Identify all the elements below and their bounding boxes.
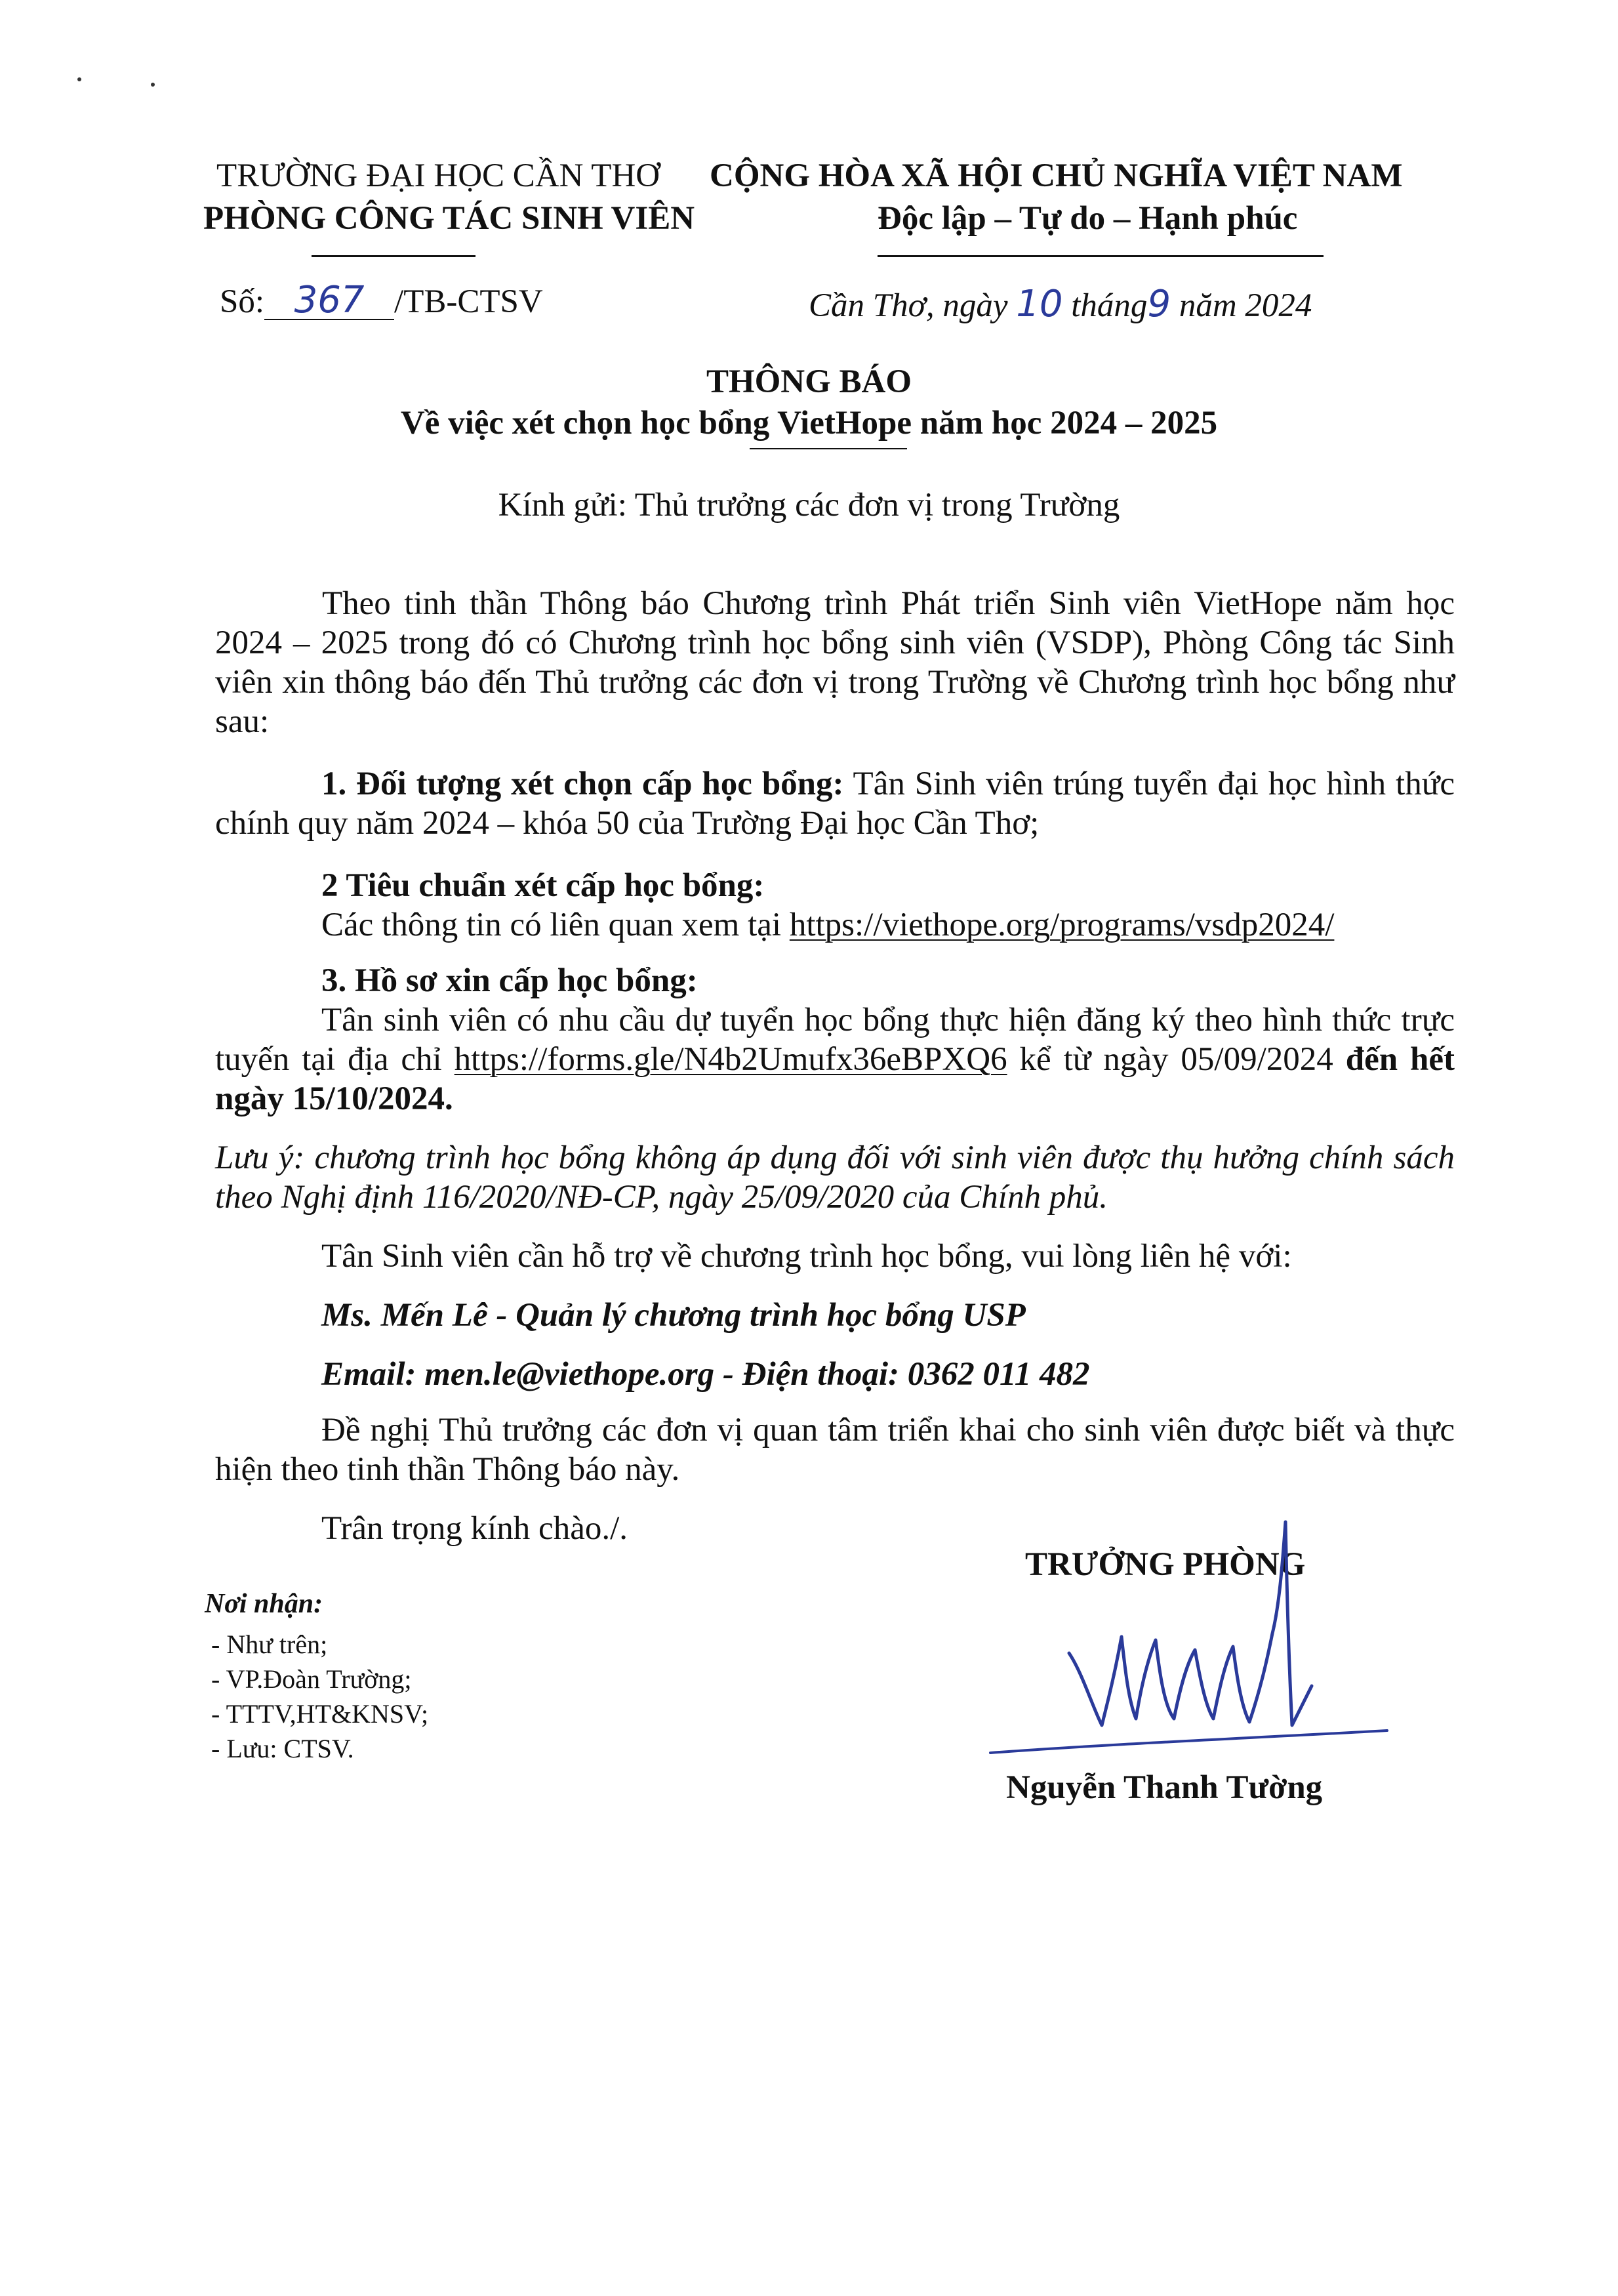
document-subtitle: Về việc xét chọn học bổng VietHope năm học 2024 – 2025 bbox=[400, 405, 1218, 441]
recipients-list bbox=[211, 1627, 428, 1766]
recipient-item: - TTTV,HT&KNSV; bbox=[211, 1699, 429, 1729]
section-3-text-before: Tân sinh viên có nhu cầu dự tuyển học bổng thực hiện đăng ký theo hình thức trực tuyến tại địa chỉ bbox=[215, 1002, 1455, 1078]
contact-intro: Tân Sinh viên cần hỗ trợ về chương trình học bổng, vui lòng liên hệ với: bbox=[321, 1238, 1292, 1275]
ref-suffix: /TB-CTSV bbox=[394, 283, 543, 320]
recipient-item: - VP.Đoàn Trường; bbox=[211, 1664, 412, 1694]
section-1-text: Tân Sinh viên trúng tuyển đại học hình thức chính quy năm 2024 – khóa 50 của Trường Đại học Cần Thơ; bbox=[215, 766, 1455, 842]
handwritten-signature bbox=[984, 1509, 1390, 1771]
motto: Độc lập – Tự do – Hạnh phúc bbox=[878, 200, 1298, 237]
contact-email-phone: Email: men.le@viethope.org - Điện thoại: 0362 011 482 bbox=[321, 1356, 1090, 1393]
section-2-text: Các thông tin có liên quan xem tại bbox=[321, 907, 782, 943]
signer-title: TRƯỞNG PHÒNG bbox=[1025, 1546, 1306, 1583]
date-place: Cần Thơ, ngày bbox=[809, 287, 1008, 324]
country-name: CỘNG HÒA XÃ HỘI CHỦ NGHĨA VIỆT NAM bbox=[710, 157, 1403, 194]
ref-prefix: Số: bbox=[220, 283, 265, 320]
scan-speck bbox=[151, 83, 155, 87]
section-2-body bbox=[321, 905, 1334, 945]
intro-paragraph: Theo tinh thần Thông báo Chương trình Phát triển Sinh viên VietHope năm học 2024 – 2025 trong đó có Chương trình học bổng sinh viên (VSDP), Phòng Công tác Sinh viên xin thông báo đến Thủ trưởng các đơn vị trong Trường về Chương trình học bổng như sau: bbox=[215, 585, 1455, 740]
note-paragraph: Lưu ý: chương trình học bổng không áp dụng đối với sinh viên được thụ hưởng chính sách theo Nghị định 116/2020/NĐ-CP, ngày 25/09/2020 của Chính phủ. bbox=[215, 1139, 1455, 1216]
contact-person: Ms. Mến Lê - Quản lý chương trình học bổng USP bbox=[321, 1297, 1026, 1334]
signer-name: Nguyễn Thanh Tường bbox=[1006, 1769, 1323, 1806]
section-3-body bbox=[215, 1000, 1455, 1118]
section-1-heading: 1. Đối tượng xét chọn cấp học bổng: bbox=[321, 766, 844, 802]
recipient-item: - Lưu: CTSV. bbox=[211, 1734, 354, 1763]
section-3-text-after: kể từ ngày 05/09/2024 bbox=[1019, 1041, 1333, 1078]
header-left-rule bbox=[312, 255, 475, 257]
closing-line: Trân trọng kính chào./. bbox=[321, 1510, 628, 1547]
header-right-rule bbox=[878, 255, 1324, 257]
subtitle-rule bbox=[750, 448, 907, 449]
date-day-handwritten: 10 bbox=[1016, 283, 1063, 325]
recipient-item: - Như trên; bbox=[211, 1630, 328, 1659]
office-name: PHÒNG CÔNG TÁC SINH VIÊN bbox=[203, 200, 695, 237]
section-1 bbox=[215, 764, 1455, 843]
recipients-heading: Nơi nhận: bbox=[205, 1589, 323, 1619]
request-paragraph: Đề nghị Thủ trưởng các đơn vị quan tâm triển khai cho sinh viên được biết và thực hiện theo tinh thần Thông báo này. bbox=[215, 1412, 1455, 1488]
criteria-link[interactable]: https://viethope.org/programs/vsdp2024/ bbox=[789, 907, 1335, 943]
scan-speck bbox=[77, 77, 81, 81]
date-year: năm 2024 bbox=[1179, 287, 1312, 324]
reference-number bbox=[220, 279, 543, 322]
date-month-handwritten: 9 bbox=[1147, 283, 1171, 325]
ref-number-handwritten: 367 bbox=[264, 282, 394, 320]
section-2-heading: 2 Tiêu chuẩn xét cấp học bổng: bbox=[321, 867, 765, 904]
document-date bbox=[809, 282, 1312, 326]
school-name: TRƯỜNG ĐẠI HỌC CẦN THƠ bbox=[216, 157, 660, 194]
section-3-deadline: đến hết ngày 15/10/2024. bbox=[215, 1041, 1455, 1117]
document-title: THÔNG BÁO bbox=[706, 363, 912, 400]
registration-form-link[interactable]: https://forms.gle/N4b2Umufx36eBPXQ6 bbox=[454, 1041, 1007, 1078]
date-month-label: tháng bbox=[1071, 287, 1148, 324]
recipient-line: Kính gửi: Thủ trưởng các đơn vị trong Trường bbox=[498, 487, 1120, 523]
section-3-heading: 3. Hồ sơ xin cấp học bổng: bbox=[321, 962, 698, 999]
